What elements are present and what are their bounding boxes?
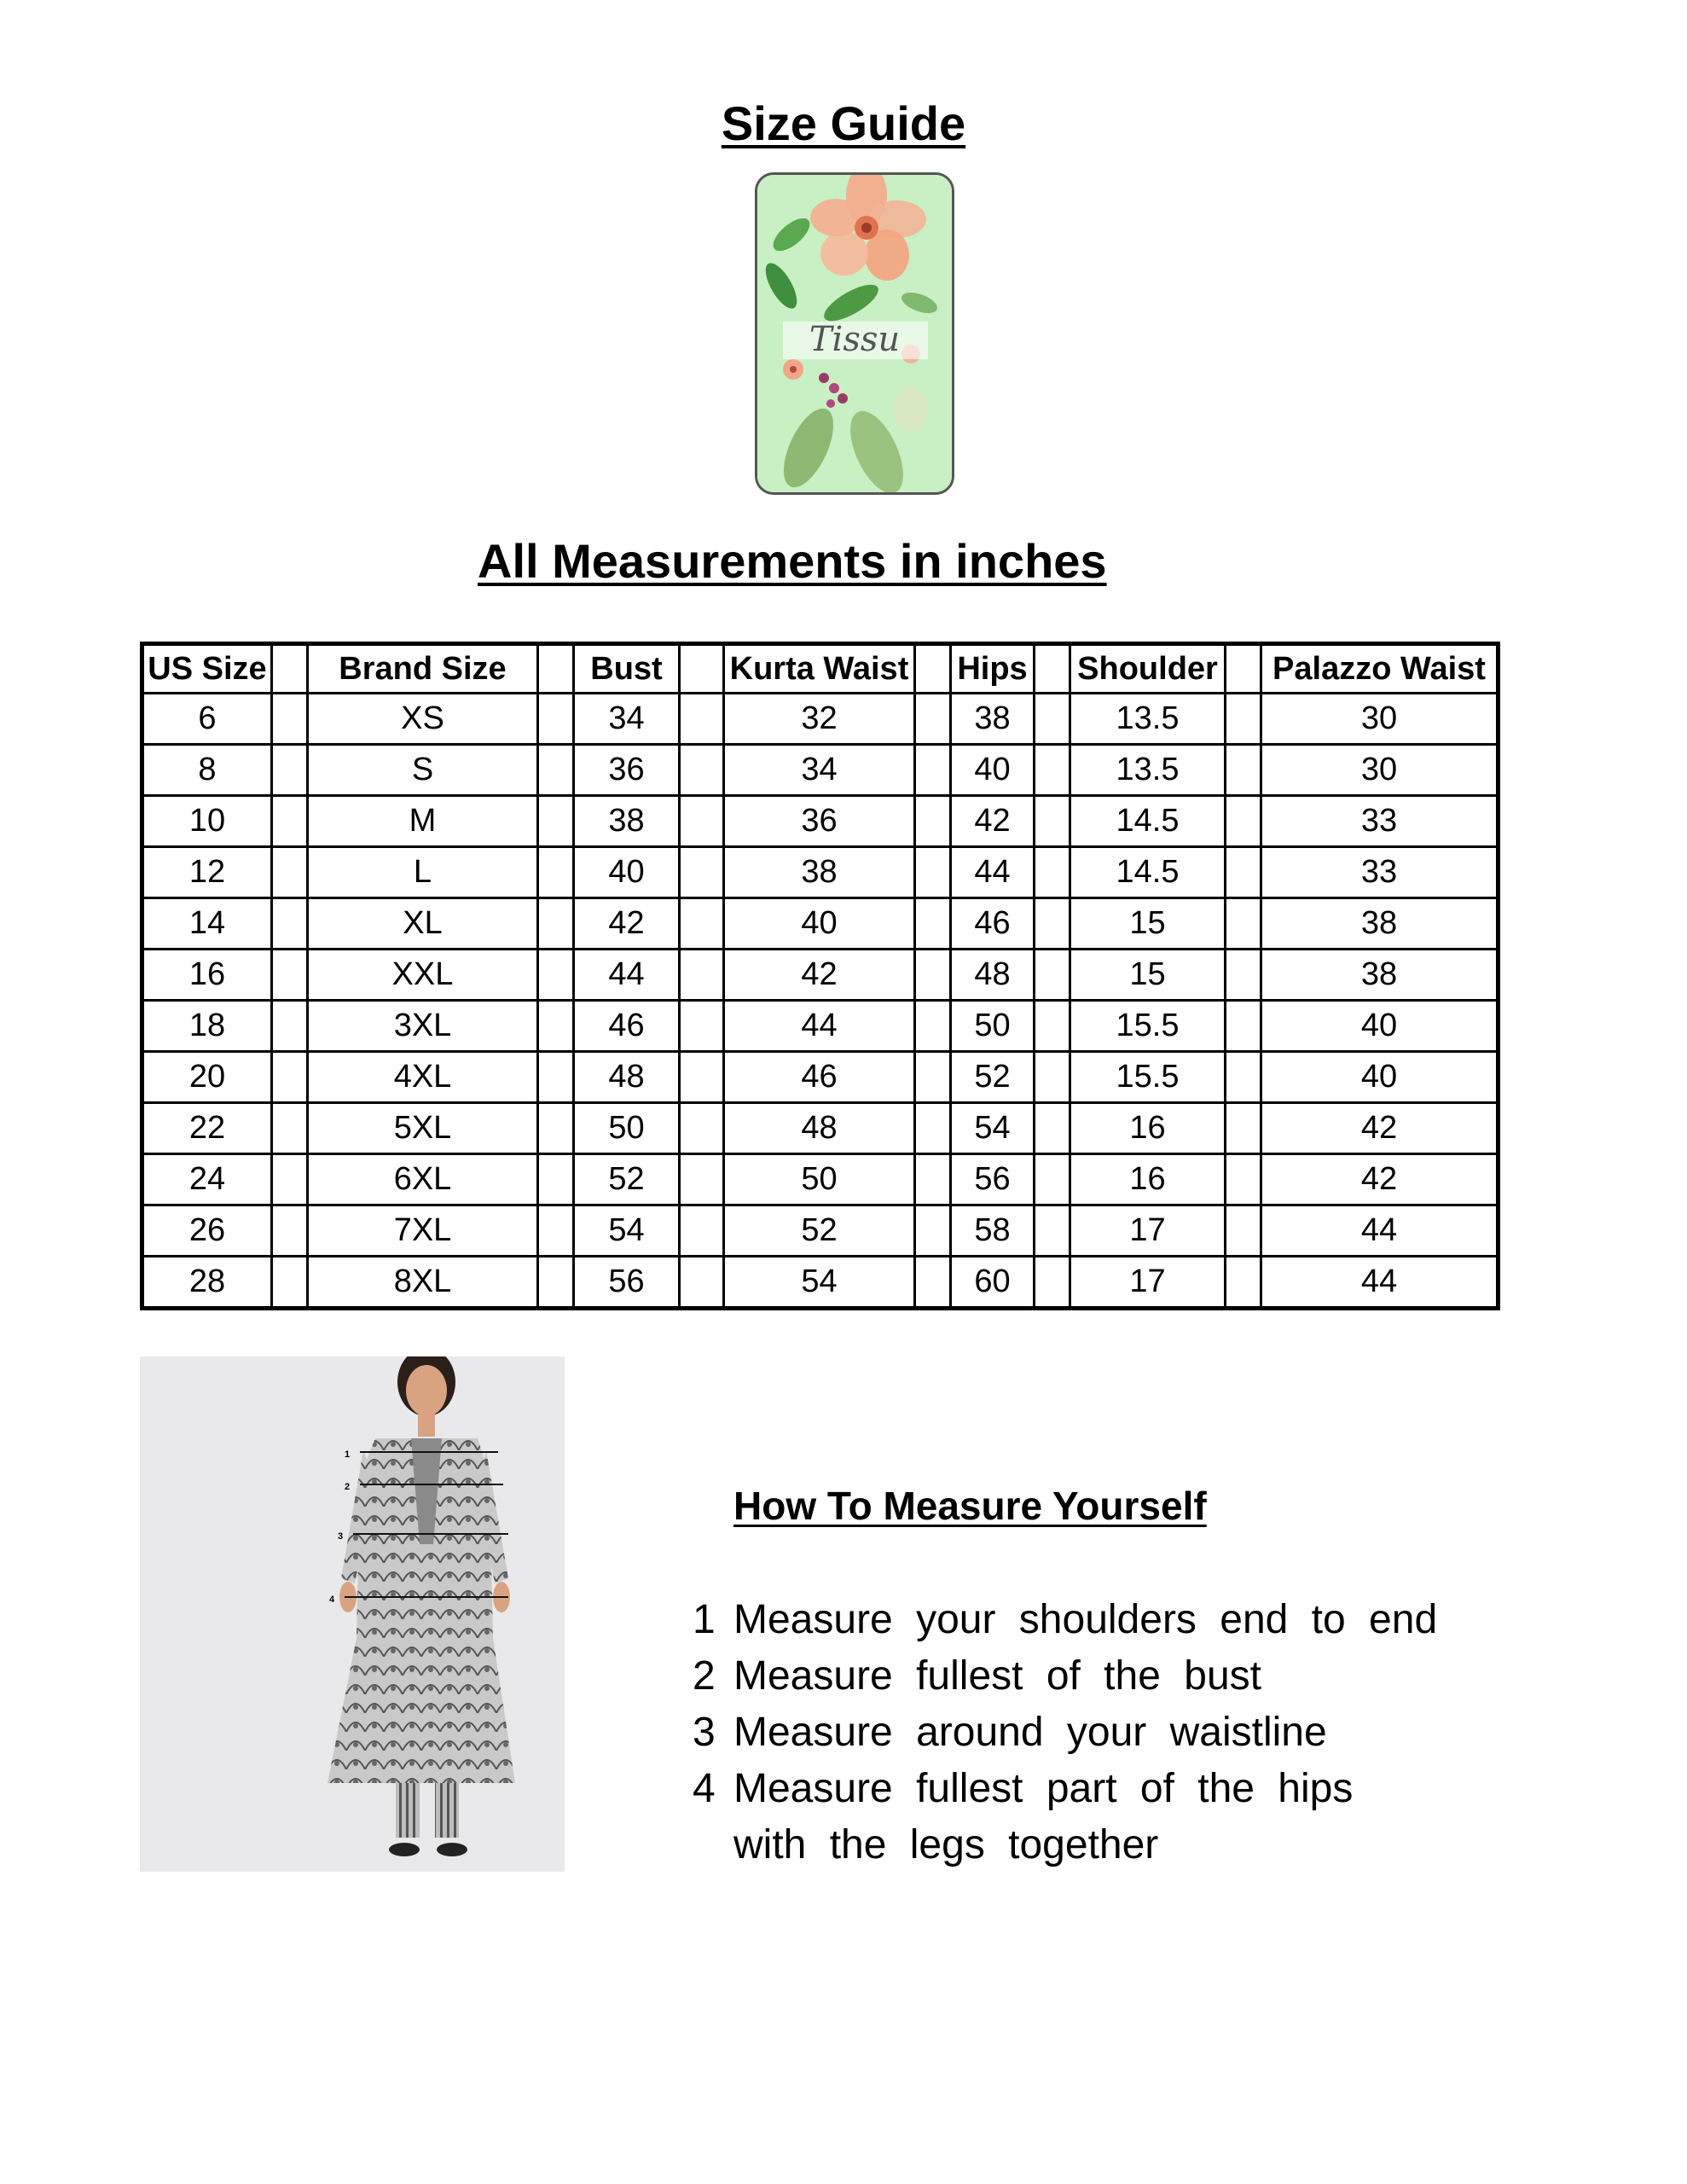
table-cell: 8 xyxy=(142,745,272,796)
table-cell: 6 xyxy=(142,694,272,745)
table-cell: 38 xyxy=(1261,898,1499,950)
spacer-cell xyxy=(538,847,574,898)
spacer-cell xyxy=(538,796,574,847)
table-cell: 14.5 xyxy=(1070,847,1226,898)
spacer-cell xyxy=(680,644,724,694)
spacer-cell xyxy=(538,1103,574,1154)
model-photo xyxy=(140,1356,565,1872)
spacer-cell xyxy=(538,950,574,1001)
table-cell: 44 xyxy=(724,1001,915,1052)
table-cell: 30 xyxy=(1261,694,1499,745)
table-cell: 32 xyxy=(724,694,915,745)
spacer-cell xyxy=(680,1052,724,1103)
table-cell: 16 xyxy=(1070,1103,1226,1154)
spacer-cell xyxy=(1035,1257,1070,1309)
spacer-cell xyxy=(272,644,308,694)
spacer-cell xyxy=(1035,644,1070,694)
table-cell: 42 xyxy=(574,898,680,950)
spacer-cell xyxy=(1035,1052,1070,1103)
spacer-cell xyxy=(915,644,951,694)
table-row xyxy=(142,1205,1499,1257)
spacer-cell xyxy=(915,1154,951,1205)
table-cell: 20 xyxy=(142,1052,272,1103)
spacer-cell xyxy=(680,1103,724,1154)
table-cell: L xyxy=(308,847,538,898)
spacer-cell xyxy=(680,950,724,1001)
table-cell: 15 xyxy=(1070,898,1226,950)
table-cell: 14.5 xyxy=(1070,796,1226,847)
spacer-cell xyxy=(915,694,951,745)
table-cell: 54 xyxy=(951,1103,1035,1154)
spacer-cell xyxy=(272,1154,308,1205)
table-row xyxy=(142,745,1499,796)
table-cell: 54 xyxy=(724,1257,915,1309)
spacer-cell xyxy=(680,1257,724,1309)
step-continuation: with the legs together xyxy=(733,1822,1159,1867)
spacer-cell xyxy=(915,796,951,847)
spacer-cell xyxy=(272,694,308,745)
table-cell: 48 xyxy=(574,1052,680,1103)
table-row xyxy=(142,950,1499,1001)
marker-4: 4 xyxy=(329,1594,335,1605)
table-cell: 54 xyxy=(574,1205,680,1257)
table-cell: 44 xyxy=(574,950,680,1001)
table-row xyxy=(142,1154,1499,1205)
spacer-cell xyxy=(538,1257,574,1309)
marker-1: 1 xyxy=(345,1449,351,1460)
table-cell: 17 xyxy=(1070,1257,1226,1309)
spacer-cell xyxy=(915,1257,951,1309)
spacer-cell xyxy=(915,847,951,898)
page-title: Size Guide xyxy=(721,96,966,150)
table-cell: 44 xyxy=(1261,1205,1499,1257)
table-cell: 40 xyxy=(1261,1001,1499,1052)
column-header: Kurta Waist xyxy=(724,644,915,694)
table-cell: 40 xyxy=(951,745,1035,796)
table-cell: 5XL xyxy=(308,1103,538,1154)
table-cell: 18 xyxy=(142,1001,272,1052)
table-cell: 50 xyxy=(951,1001,1035,1052)
column-header: Bust xyxy=(574,644,680,694)
spacer-cell xyxy=(1226,644,1261,694)
table-cell: 13.5 xyxy=(1070,745,1226,796)
table-cell: 17 xyxy=(1070,1205,1226,1257)
column-header: Palazzo Waist xyxy=(1261,644,1499,694)
spacer-cell xyxy=(538,1052,574,1103)
marker-3: 3 xyxy=(338,1531,344,1542)
spacer-cell xyxy=(1035,694,1070,745)
table-cell: 12 xyxy=(142,847,272,898)
spacer-cell xyxy=(272,1103,308,1154)
spacer-cell xyxy=(915,1052,951,1103)
table-cell: XS xyxy=(308,694,538,745)
spacer-cell xyxy=(680,796,724,847)
column-header: Hips xyxy=(951,644,1035,694)
spacer-cell xyxy=(538,694,574,745)
table-cell: 15 xyxy=(1070,950,1226,1001)
table-cell: 14 xyxy=(142,898,272,950)
table-cell: 36 xyxy=(724,796,915,847)
spacer-cell xyxy=(272,847,308,898)
brand-logo xyxy=(755,172,954,495)
spacer-cell xyxy=(915,950,951,1001)
table-cell: 56 xyxy=(574,1257,680,1309)
table-cell: 58 xyxy=(951,1205,1035,1257)
table-cell: 30 xyxy=(1261,745,1499,796)
size-chart-table xyxy=(140,642,1500,1310)
spacer-cell xyxy=(915,898,951,950)
spacer-cell xyxy=(915,745,951,796)
table-cell: 38 xyxy=(574,796,680,847)
spacer-cell xyxy=(1226,1001,1261,1052)
spacer-cell xyxy=(1226,745,1261,796)
spacer-cell xyxy=(680,745,724,796)
spacer-cell xyxy=(1035,1103,1070,1154)
table-cell: 44 xyxy=(1261,1257,1499,1309)
spacer-cell xyxy=(680,1205,724,1257)
spacer-cell xyxy=(272,1205,308,1257)
spacer-cell xyxy=(1226,898,1261,950)
table-cell: 34 xyxy=(574,694,680,745)
how-to-heading: How To Measure Yourself xyxy=(733,1484,1207,1528)
spacer-cell xyxy=(538,644,574,694)
spacer-cell xyxy=(1035,847,1070,898)
spacer-cell xyxy=(538,898,574,950)
table-row xyxy=(142,1103,1499,1154)
table-cell: 40 xyxy=(724,898,915,950)
spacer-cell xyxy=(1226,796,1261,847)
spacer-cell xyxy=(1226,1154,1261,1205)
table-cell: 36 xyxy=(574,745,680,796)
table-cell: 24 xyxy=(142,1154,272,1205)
table-cell: 52 xyxy=(951,1052,1035,1103)
spacer-cell xyxy=(272,1257,308,1309)
spacer-cell xyxy=(1226,1205,1261,1257)
spacer-cell xyxy=(272,898,308,950)
spacer-cell xyxy=(1226,847,1261,898)
spacer-cell xyxy=(680,1154,724,1205)
table-cell: 42 xyxy=(951,796,1035,847)
table-cell: 4XL xyxy=(308,1052,538,1103)
spacer-cell xyxy=(272,1001,308,1052)
table-cell: XXL xyxy=(308,950,538,1001)
spacer-cell xyxy=(1035,1154,1070,1205)
spacer-cell xyxy=(1226,1103,1261,1154)
spacer-cell xyxy=(538,745,574,796)
table-row xyxy=(142,1257,1499,1309)
table-cell: 26 xyxy=(142,1205,272,1257)
table-cell: 16 xyxy=(1070,1154,1226,1205)
table-cell: 33 xyxy=(1261,847,1499,898)
table-cell: 50 xyxy=(574,1103,680,1154)
spacer-cell xyxy=(1035,950,1070,1001)
table-cell: 60 xyxy=(951,1257,1035,1309)
table-header-row xyxy=(142,644,1499,694)
table-cell: 3XL xyxy=(308,1001,538,1052)
spacer-cell xyxy=(680,1001,724,1052)
marker-2: 2 xyxy=(345,1482,351,1492)
table-cell: 56 xyxy=(951,1154,1035,1205)
table-row xyxy=(142,847,1499,898)
table-cell: 46 xyxy=(724,1052,915,1103)
measure-steps-list xyxy=(693,1592,1437,1873)
spacer-cell xyxy=(680,847,724,898)
table-cell: 46 xyxy=(951,898,1035,950)
table-cell: 48 xyxy=(951,950,1035,1001)
table-cell: 33 xyxy=(1261,796,1499,847)
table-cell: 42 xyxy=(724,950,915,1001)
table-cell: M xyxy=(308,796,538,847)
table-cell: 22 xyxy=(142,1103,272,1154)
spacer-cell xyxy=(680,694,724,745)
table-row xyxy=(142,898,1499,950)
table-cell: 15.5 xyxy=(1070,1001,1226,1052)
table-row xyxy=(142,694,1499,745)
table-cell: 7XL xyxy=(308,1205,538,1257)
spacer-cell xyxy=(538,1001,574,1052)
table-cell: 40 xyxy=(1261,1052,1499,1103)
step-item: 3 Measure around your waistline xyxy=(693,1710,1327,1755)
table-cell: S xyxy=(308,745,538,796)
spacer-cell xyxy=(1035,898,1070,950)
spacer-cell xyxy=(1035,1205,1070,1257)
table-row xyxy=(142,1001,1499,1052)
spacer-cell xyxy=(915,1103,951,1154)
table-cell: 44 xyxy=(951,847,1035,898)
spacer-cell xyxy=(1226,950,1261,1001)
table-cell: 52 xyxy=(724,1205,915,1257)
spacer-cell xyxy=(272,745,308,796)
column-header: Shoulder xyxy=(1070,644,1226,694)
table-cell: 15.5 xyxy=(1070,1052,1226,1103)
spacer-cell xyxy=(1035,1001,1070,1052)
step-item: 4 Measure fullest part of the hips xyxy=(693,1766,1354,1811)
step-item: 1 Measure your shoulders end to end xyxy=(693,1597,1438,1642)
spacer-cell xyxy=(1226,694,1261,745)
spacer-cell xyxy=(915,1001,951,1052)
table-row xyxy=(142,1052,1499,1103)
table-row xyxy=(142,796,1499,847)
table-cell: 6XL xyxy=(308,1154,538,1205)
table-cell: 34 xyxy=(724,745,915,796)
spacer-cell xyxy=(272,1052,308,1103)
column-header: US Size xyxy=(142,644,272,694)
spacer-cell xyxy=(1035,796,1070,847)
table-cell: 16 xyxy=(142,950,272,1001)
step-item: 2 Measure fullest of the bust xyxy=(693,1653,1261,1699)
spacer-cell xyxy=(1226,1052,1261,1103)
table-cell: 38 xyxy=(951,694,1035,745)
table-cell: 52 xyxy=(574,1154,680,1205)
page-subtitle: All Measurements in inches xyxy=(478,534,1107,588)
table-cell: 46 xyxy=(574,1001,680,1052)
table-cell: 40 xyxy=(574,847,680,898)
spacer-cell xyxy=(538,1154,574,1205)
table-cell: 42 xyxy=(1261,1154,1499,1205)
table-cell: 48 xyxy=(724,1103,915,1154)
spacer-cell xyxy=(272,950,308,1001)
spacer-cell xyxy=(1226,1257,1261,1309)
table-cell: 28 xyxy=(142,1257,272,1309)
table-cell: 10 xyxy=(142,796,272,847)
spacer-cell xyxy=(1035,745,1070,796)
table-cell: XL xyxy=(308,898,538,950)
table-cell: 50 xyxy=(724,1154,915,1205)
column-header: Brand Size xyxy=(308,644,538,694)
table-cell: 42 xyxy=(1261,1103,1499,1154)
table-cell: 13.5 xyxy=(1070,694,1226,745)
spacer-cell xyxy=(272,796,308,847)
spacer-cell xyxy=(680,898,724,950)
spacer-cell xyxy=(915,1205,951,1257)
logo-wordmark: Tissu xyxy=(809,320,901,359)
table-cell: 38 xyxy=(1261,950,1499,1001)
spacer-cell xyxy=(538,1205,574,1257)
table-cell: 8XL xyxy=(308,1257,538,1309)
table-cell: 38 xyxy=(724,847,915,898)
